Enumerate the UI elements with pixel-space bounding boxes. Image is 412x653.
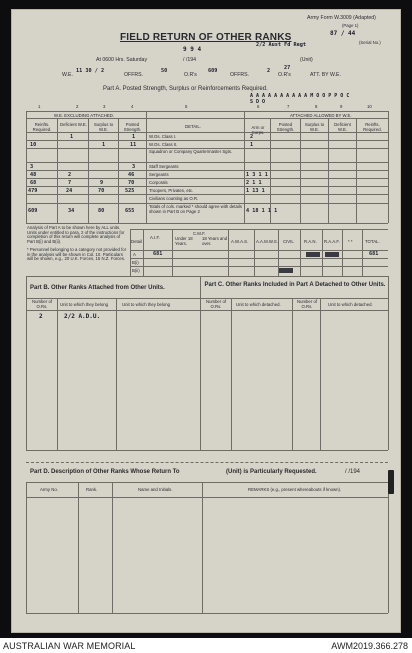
analysis-row-label: B(i) [132, 260, 139, 265]
row-detail: Staff Sergeants [149, 164, 179, 169]
analysis-aamws-header: A.A.M.W.S. [256, 239, 278, 244]
part-c-col-number2: Number of O.Rs. [296, 299, 318, 309]
analysis-row-label: A [133, 252, 136, 257]
archive-id: AWM2019.366.278 [331, 641, 408, 651]
part-d-title: Part D. Description of Other Ranks Whose Return To [30, 469, 180, 475]
unit-line: (Unit) [300, 57, 313, 63]
analysis-raaf-header: R.A.A.F. [324, 239, 340, 244]
col-number-8: 8 [315, 104, 318, 109]
part-b-number-value: 2 [39, 313, 43, 320]
total-value: 655 [125, 208, 135, 214]
col-number-9: 9 [340, 104, 343, 109]
col-att-deficient: Deficient W.E. [334, 122, 351, 132]
row-value: 68 [30, 180, 37, 186]
row-detail: W.Os. Class II. [149, 142, 178, 147]
redaction-mark [279, 268, 293, 273]
total-value: 34 [68, 208, 75, 214]
part-a-title: Part A. Posted Strength, Surplus or Reinforcements Required. [103, 86, 268, 92]
col-att-surplus: Surplus to W.E. [304, 122, 325, 132]
analysis-detail-header: Detail [131, 239, 142, 244]
row-detail: Corporals [149, 180, 168, 185]
at-hours-line: At 0600 Hrs. Saturday [96, 57, 148, 63]
analysis-total-header: TOTAL. [365, 239, 380, 244]
offrs2-label: OFFRS. [230, 72, 250, 78]
archive-name: AUSTRALIAN WAR MEMORIAL [3, 641, 136, 651]
part-d-col-rank: Rank. [86, 487, 98, 492]
part-d-date: / /194 [345, 469, 361, 475]
row-detail: Squadron or Company Quartermaster Sgts. [149, 149, 233, 154]
part-b-unit-value: 2/2 A.D.U. [64, 313, 101, 320]
col-surplus: Surplus to W.E. [93, 122, 114, 132]
part-d-col-name: Name and Initials. [138, 487, 173, 492]
col-deficient: Deficient W.E. [60, 122, 87, 127]
analysis-row-label: B(ii) [132, 268, 140, 273]
row-value: 2 1 1 [246, 180, 262, 186]
unit-handwritten: 2/2 Aust Fd Regt [256, 42, 306, 48]
field-return-form [11, 9, 401, 633]
col-att-posted: Posted Strength. [276, 122, 295, 132]
army-form-label: Army Form W.3009 (Adapted) [307, 15, 376, 21]
part-c-col-unit2: Unit to which detached. [328, 302, 373, 307]
row-detail: Civilians counting as O.R. [149, 196, 199, 201]
col-number-5: 5 [185, 104, 188, 109]
row-value: 24 [66, 188, 73, 194]
binder-clip [388, 470, 394, 494]
we-label: W.E. [62, 72, 73, 78]
analysis-awas-header: A.W.A.S. [231, 239, 249, 244]
att-by-we-label: ATT. BY W.E. [310, 72, 341, 78]
row-detail: Troopers, Privates, etc. [149, 188, 194, 193]
row-value: 46 [128, 172, 135, 178]
col-posted-strength: Posted Strength. [123, 122, 142, 132]
row-value: 1 3 1 1 [246, 172, 268, 178]
total-value: 80 [98, 208, 105, 214]
col-arm-corps: Arm or Corps. [251, 125, 265, 135]
offrs-value: 50 [161, 68, 168, 74]
offrs-label: OFFRS. [124, 72, 144, 78]
row-detail: Sergeants [149, 172, 169, 177]
row-detail: Totals of cols. marked * should agree with details shown in Part B on Page 2 [149, 204, 242, 214]
row-value: 11 [130, 142, 137, 148]
part-d-col-remarks: REMARKS (e.g., present whereabouts if known). [248, 487, 342, 492]
right-group-label: ATTACHED ALLOWED BY W.E. [290, 113, 352, 118]
cmf-under-18: Under 18 Years. [175, 236, 193, 246]
row-value: 3 [132, 164, 136, 170]
serial-label: (Serial No.) [359, 40, 381, 45]
col-number-7: 7 [287, 104, 290, 109]
analysis-aif-value: 681 [153, 251, 163, 257]
row-value: 2 [68, 172, 72, 178]
row-value: 3 [30, 164, 34, 170]
row-value: 70 [128, 180, 135, 186]
serial-number-value: 87 / 44 [330, 30, 356, 37]
part-d-title-2: (Unit) is Particularly Requested. [226, 469, 317, 475]
row-value: 1 [70, 134, 74, 140]
date-handwritten: 9 9 4 [183, 46, 202, 53]
total-value: 4 18 1 1 1 [246, 208, 278, 214]
part-b-title: Part B. Other Ranks Attached from Other Units. [30, 285, 165, 291]
part-c-col-number: Number of O.Rs. [205, 299, 227, 309]
part-c-title: Part C. Other Ranks Included in Part A Detached to Other Units. [204, 282, 386, 288]
analysis-cmf-header: C.M.F. [193, 231, 206, 236]
analysis-total-value: 681 [369, 251, 379, 257]
part-d-col-army-no: Army No. [40, 487, 58, 492]
left-group-label: W.E. EXCLUDING ATTACHED. [54, 113, 115, 118]
corps-letters-handwritten: A A A A A A A A A A M O O P P O C S D O [250, 93, 350, 105]
part-b-col-unit: Unit to which they belong [60, 302, 109, 307]
form-title: FIELD RETURN OF OTHER RANKS [120, 32, 292, 43]
col-number-1: 1 [38, 104, 41, 109]
row-value: 48 [30, 172, 37, 178]
row-value: 1 [250, 142, 254, 148]
row-value: 9 [100, 180, 104, 186]
archive-footer [0, 638, 412, 653]
col-number-2: 2 [76, 104, 79, 109]
col-reinfts-required: Reinfts. Required. [32, 122, 52, 132]
analysis-other-header: * * [348, 239, 353, 244]
row-value: 70 [98, 188, 105, 194]
or2-value: 27 [284, 65, 291, 71]
part-c-col-unit: Unit to which detached. [236, 302, 281, 307]
row-value: 1 13 1 [246, 188, 265, 194]
part-b-col-number: Number of O.Rs. [31, 299, 53, 309]
or-label: O.R's [184, 72, 197, 78]
page-number: (Page 1) [342, 23, 359, 28]
col-number-4: 4 [131, 104, 134, 109]
row-value: 1 [102, 142, 106, 148]
total-value: 609 [28, 208, 38, 214]
row-value: 525 [125, 188, 135, 194]
row-value: 479 [28, 188, 38, 194]
date-line: / /194 [183, 57, 196, 63]
col-number-10: 10 [367, 104, 372, 109]
analysis-note: Analysis of Part A to be shown here by ALL units. Units under entitled to para. 2 of the instructions for completion of this return will complete analysis of Part B(i) and B(ii). [27, 225, 125, 244]
cmf-18-over: 18 Years and over. [202, 236, 228, 246]
we-handwritten: 11 30 / 2 [76, 68, 105, 74]
row-value: 10 [30, 142, 37, 148]
or-value: 609 [208, 68, 218, 74]
col-att-reinfts: Reinfts. Required. [363, 122, 382, 132]
detail-header: DETAIL. [185, 124, 201, 129]
or2-label: O.R's [278, 72, 291, 78]
part-b-col-unit2: Unit to which they belong [122, 302, 171, 307]
analysis-ran-header: R.A.N. [304, 239, 317, 244]
row-detail: W.Os. Class I. [149, 134, 177, 139]
row-value: 1 [132, 134, 136, 140]
redaction-mark [306, 252, 320, 257]
offrs2-value: 2 [267, 68, 271, 74]
analysis-aif-header: A.I.F. [150, 235, 160, 240]
col-number-3: 3 [103, 104, 106, 109]
row-value: 7 [68, 180, 72, 186]
row-value: 2 [250, 134, 254, 140]
analysis-footnote: * Personnel belonging to a category not provided for in the analysis will be shown in Col. 10. Particulars will be shown, e.g., 20 U.K. Forces, 15 N.Z. Forces. [27, 247, 127, 262]
col-number-6: 6 [257, 104, 260, 109]
analysis-civil-header: CIVIL [283, 239, 294, 244]
redaction-mark [325, 252, 339, 257]
